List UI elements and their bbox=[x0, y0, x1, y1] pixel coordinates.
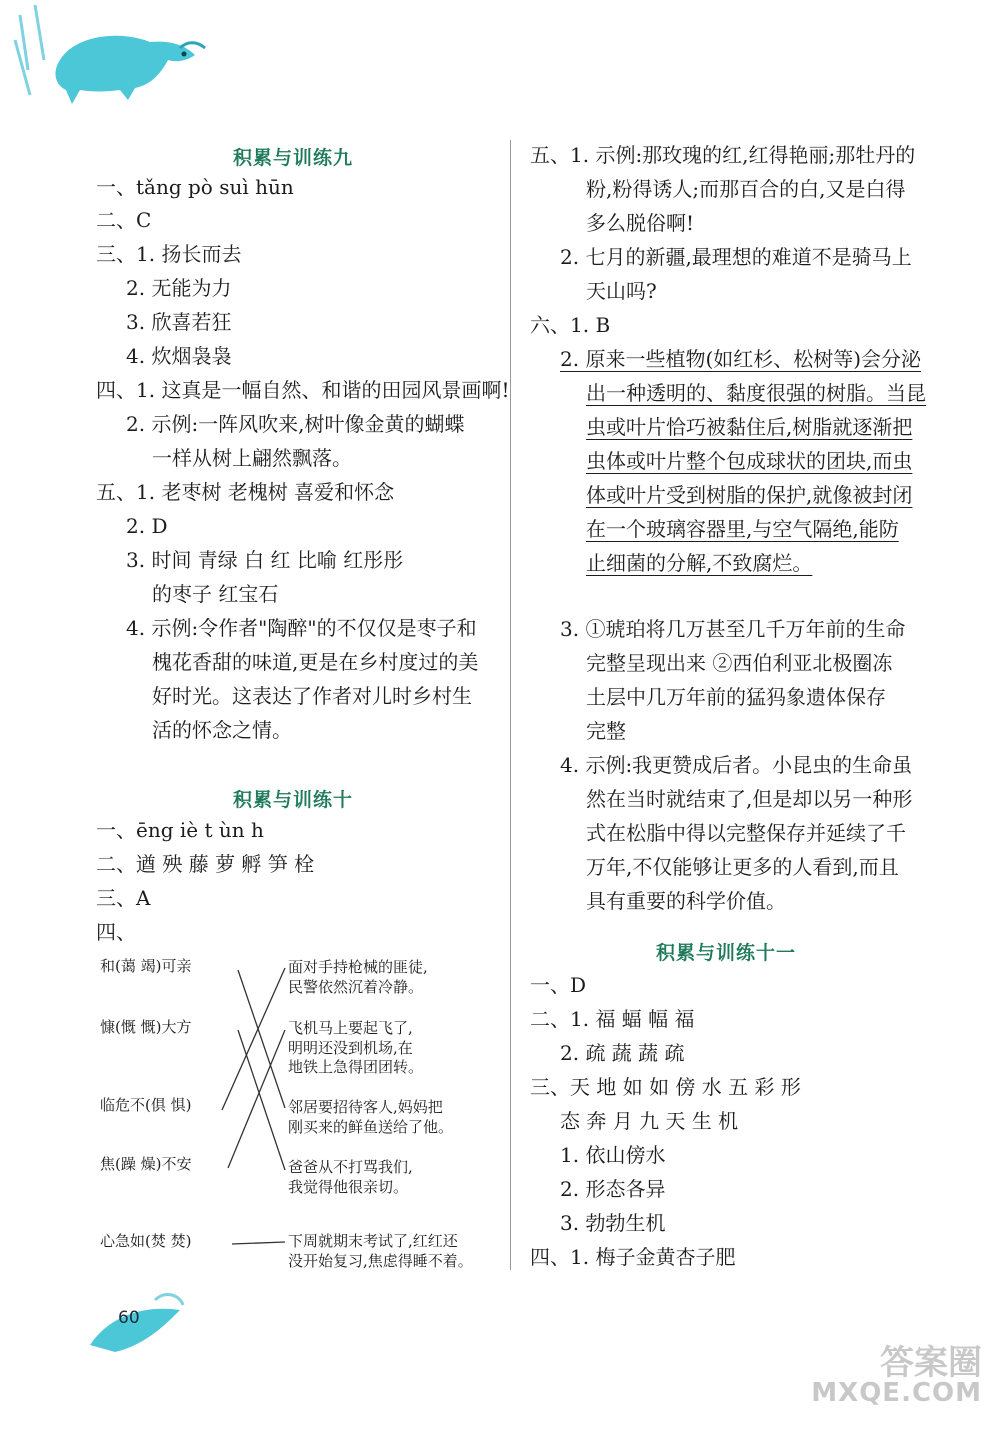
answer-line: 一、tǎng pò suì hūn bbox=[96, 175, 294, 199]
match-right-item: 邻居要招待客人,妈妈把 刚买来的鲜鱼送给了他。 bbox=[288, 1098, 454, 1136]
answer-line: 二、C bbox=[96, 208, 152, 232]
answer-line: 五、1. 老枣树 老槐树 喜爱和怀念 bbox=[96, 480, 395, 504]
watermark-site: MXQE.COM bbox=[811, 1378, 982, 1408]
answer-line: 3. 欣喜若狂 bbox=[126, 310, 232, 334]
answer-line: 2. 无能为力 bbox=[126, 276, 232, 300]
answer-line: 2. 疏 蔬 蔬 疏 bbox=[560, 1041, 685, 1065]
answer-line: 四、 bbox=[96, 920, 136, 944]
answer-line: 三、1. 扬长而去 bbox=[96, 242, 242, 266]
answer-line: 2. 示例:一阵风吹来,树叶像金黄的蝴蝶 bbox=[126, 412, 465, 436]
answer-line: 二、遒 殃 藤 萝 孵 笋 栓 bbox=[96, 852, 315, 876]
answer-line: 虫体或叶片整个包成球状的团块,而虫 bbox=[586, 449, 913, 473]
answer-line: 4. 示例:令作者"陶醉"的不仅仅是枣子和 bbox=[126, 616, 477, 640]
match-left-item: 慷(慨 慨)大方 bbox=[100, 1018, 192, 1036]
answer-line: 4. 示例:我更赞成后者。小昆虫的生命虽 bbox=[560, 753, 913, 777]
answer-line: 2. 七月的新疆,最理想的难道不是骑马上 bbox=[560, 245, 912, 269]
answer-line: 在一个玻璃容器里,与空气隔绝,能防 bbox=[586, 517, 899, 541]
match-left-item: 和(蔼 竭)可亲 bbox=[100, 957, 192, 975]
answer-line: 式在松脂中得以完整保存并延续了千 bbox=[586, 821, 906, 845]
answer-line: 3. ①琥珀将几万甚至几千万年前的生命 bbox=[560, 617, 906, 641]
answer-line: 粉,粉得诱人;而那百合的白,又是白得 bbox=[586, 177, 906, 201]
answer-line: 虫或叶片恰巧被黏住后,树脂就逐渐把 bbox=[586, 415, 913, 439]
answer-line: 一样从树上翩然飘落。 bbox=[152, 446, 352, 470]
section-title-9: 积累与训练九 bbox=[233, 147, 354, 169]
answer-line: 出一种透明的、黏度很强的树脂。当昆 bbox=[586, 381, 926, 405]
page-number-decoration bbox=[85, 1290, 195, 1360]
answer-line: 态 奔 月 九 天 生 机 bbox=[560, 1109, 739, 1133]
watermark-logo: 答案圈 bbox=[880, 1343, 982, 1383]
answer-line: 土层中几万年前的猛犸象遗体保存 bbox=[586, 685, 886, 709]
answer-line: 体或叶片受到树脂的保护,就像被封闭 bbox=[586, 483, 913, 507]
answer-line: 好时光。这表达了作者对儿时乡村生 bbox=[152, 684, 472, 708]
page-number: 60 bbox=[118, 1308, 140, 1328]
answer-line: 三、天 地 如 如 傍 水 五 彩 形 bbox=[530, 1075, 801, 1099]
answer-line: 万年,不仅能够让更多的人看到,而且 bbox=[586, 855, 899, 879]
match-left-item: 焦(躁 燥)不安 bbox=[100, 1155, 192, 1173]
answer-line: 六、1. B bbox=[530, 313, 611, 337]
answer-line: 然在当时就结束了,但是却以另一种形 bbox=[586, 787, 913, 811]
match-right-item: 面对手持枪械的匪徒, 民警依然沉着冷静。 bbox=[288, 958, 428, 996]
match-right-item: 下周就期末考试了,红红还 没开始复习,焦虑得睡不着。 bbox=[288, 1232, 473, 1270]
answer-line: 3. 时间 青绿 白 红 比喻 红彤彤 bbox=[126, 548, 404, 572]
answer-line: 2. D bbox=[126, 514, 168, 538]
answer-line: 具有重要的科学价值。 bbox=[586, 889, 786, 913]
match-left-item: 临危不(俱 惧) bbox=[100, 1096, 192, 1114]
match-right-item: 爸爸从不打骂我们, 我觉得他很亲切。 bbox=[288, 1158, 413, 1196]
answer-line: 完整 bbox=[586, 719, 626, 743]
answer-line: 完整呈现出来 ②西伯利亚北极圈冻 bbox=[586, 651, 893, 675]
match-left-item: 心急如(焚 焚) bbox=[100, 1232, 192, 1250]
answer-line: 一、D bbox=[530, 973, 587, 997]
answer-line: 三、A bbox=[96, 886, 151, 910]
answer-line: 3. 勃勃生机 bbox=[560, 1211, 666, 1235]
answer-line: 一、ēng iè t ùn h bbox=[96, 818, 264, 842]
answer-line: 四、1. 梅子金黄杏子肥 bbox=[530, 1245, 736, 1269]
answer-line: 四、1. 这真是一幅自然、和谐的田园风景画啊! bbox=[96, 378, 510, 402]
answer-line: 多么脱俗啊! bbox=[586, 211, 695, 235]
section-title-10: 积累与训练十 bbox=[233, 789, 354, 811]
answer-line: 4. 炊烟袅袅 bbox=[126, 344, 232, 368]
answer-line: 1. 依山傍水 bbox=[560, 1143, 666, 1167]
answer-line: 止细菌的分解,不致腐烂。 bbox=[586, 551, 813, 575]
answer-line: 二、1. 福 蝠 幅 福 bbox=[530, 1007, 695, 1031]
answer-line: 2. 原来一些植物(如红杉、松树等)会分泌 bbox=[560, 347, 922, 371]
answer-line: 五、1. 示例:那玫瑰的红,红得艳丽;那牡丹的 bbox=[530, 143, 916, 167]
answer-line: 槐花香甜的味道,更是在乡村度过的美 bbox=[152, 650, 479, 674]
match-right-item: 飞机马上要起飞了, 明明还没到机场,在 地铁上急得团团转。 bbox=[288, 1019, 424, 1076]
section-title-11: 积累与训练十一 bbox=[656, 942, 797, 964]
answer-line: 天山吗? bbox=[586, 279, 657, 303]
answer-line: 的枣子 红宝石 bbox=[152, 582, 279, 606]
answer-line: 活的怀念之情。 bbox=[152, 718, 292, 742]
answer-line: 2. 形态各异 bbox=[560, 1177, 666, 1201]
